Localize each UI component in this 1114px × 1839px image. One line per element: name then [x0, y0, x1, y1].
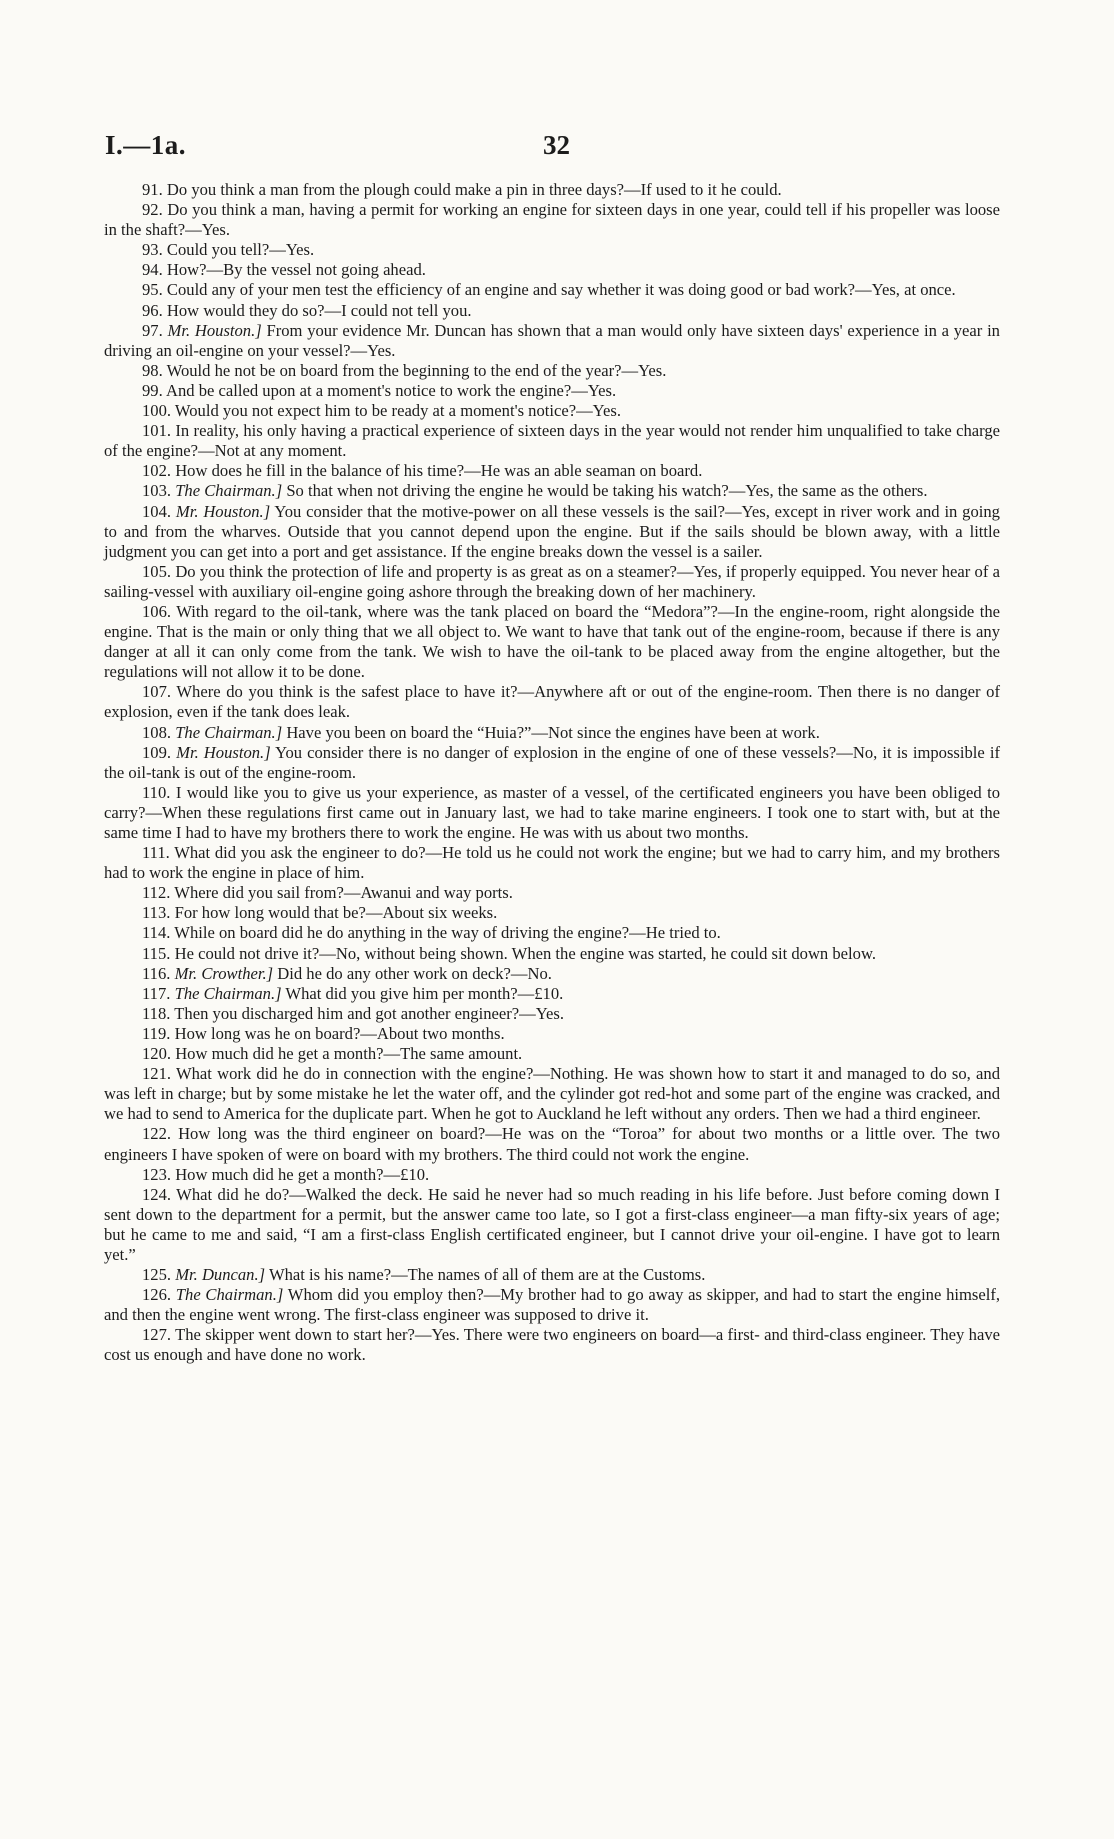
speaker-name: The Chairman.]	[174, 983, 282, 1003]
question-text: Do you think a man, having a permit for working an engine for sixteen days in one year, could tell if his propeller was loose in the shaft?—Yes.	[104, 200, 1000, 240]
question-number: 125.	[142, 1265, 172, 1285]
question-text: Would you not expect him to be ready at a moment's notice?—Yes.	[174, 401, 621, 421]
question-paragraph	[104, 1124, 1000, 1164]
question-number: 100.	[142, 401, 172, 421]
question-number: 91.	[142, 180, 163, 199]
question-number: 95.	[142, 280, 163, 300]
question-text: He could not drive it?—No, without being shown. When the engine was started, he could sit down below.	[174, 943, 877, 963]
question-number: 124.	[142, 1184, 172, 1204]
question-number: 92.	[142, 200, 163, 220]
question-paragraph	[104, 1044, 1000, 1064]
question-number: 93.	[142, 240, 163, 260]
speaker-name: Mr. Houston.]	[175, 501, 271, 521]
question-text: Could any of your men test the efficiency of an engine and say whether it was doing good or bad work?—Yes, at once.	[166, 280, 956, 300]
question-number: 116.	[142, 963, 171, 983]
question-text: The skipper went down to start her?—Yes. There were two engineers on board—a first- and third-class engineer. They have cost us enough and have done no work.	[104, 1325, 1001, 1365]
question-paragraph	[104, 602, 1000, 682]
speaker-name: The Chairman.]	[175, 722, 283, 742]
question-text: Do you think a man from the plough could make a pin in three days?—If used to it he could.	[166, 180, 782, 199]
question-paragraph	[104, 381, 1000, 401]
question-text: How?—By the vessel not going ahead.	[166, 260, 426, 280]
question-paragraph	[104, 260, 1000, 280]
question-number: 98.	[142, 360, 163, 380]
speaker-name: Mr. Houston.]	[176, 742, 271, 762]
question-text: From your evidence Mr. Duncan has shown that a man would only have sixteen days' experience in a year in driving an oil-engine on your vessel?—Yes.	[104, 320, 1000, 360]
question-number: 111.	[142, 843, 170, 863]
question-paragraph	[104, 923, 1000, 943]
question-number: 101.	[142, 421, 172, 441]
speaker-name: Mr. Houston.]	[167, 320, 262, 340]
question-text: How much did he get a month?—£10.	[175, 1164, 430, 1184]
speaker-name: Mr. Crowther.]	[174, 963, 274, 983]
question-number: 112.	[142, 883, 171, 903]
page-number: 32	[543, 130, 570, 160]
question-number: 105.	[142, 561, 172, 581]
question-paragraph	[104, 883, 1000, 903]
question-text: Do you think the protection of life and property is as great as on a steamer?—Yes, if properly equipped. You never hear of a sailing-vessel with auxiliary oil-engine going ashore through the breaking down of her machinery.	[104, 561, 1001, 601]
speaker-name: Mr. Duncan.]	[175, 1265, 266, 1285]
question-paragraph	[104, 280, 1000, 300]
question-number: 122.	[142, 1124, 172, 1144]
question-text: How long was he on board?—About two months.	[174, 1023, 505, 1043]
question-text: What did you give him per month?—£10.	[285, 983, 564, 1003]
question-text: Then you discharged him and got another engineer?—Yes.	[174, 1003, 565, 1023]
question-paragraph	[104, 200, 1000, 240]
question-paragraph	[104, 783, 1000, 843]
question-number: 118.	[142, 1003, 171, 1023]
question-paragraph	[104, 240, 1000, 260]
question-text: How long was the third engineer on board?—He was on the “Toroa” for about two months or a little over. The two engineers I have spoken of were on board with my brothers. The third could not work the engine.	[104, 1124, 1000, 1164]
question-number: 97.	[142, 320, 163, 340]
speaker-name: The Chairman.]	[175, 481, 283, 501]
question-text: You consider that the motive-power on all these vessels is the sail?—Yes, except in river work and in going to and from the wharves. Outside that you cannot depend upon the engine. But if the sails should be blown away, with a little judgment you can get into a port and get assistance. If the engine breaks down the vessel is a sailer.	[104, 501, 1000, 561]
question-text: Whom did you employ then?—My brother had to go away as skipper, and had to start the engine himself, and then the engine went wrong. The first-class engineer was supposed to drive it.	[104, 1285, 1000, 1325]
question-paragraph	[104, 562, 1000, 602]
question-text: With regard to the oil-tank, where was the tank placed on board the “Medora”?—In the engine-room, right alongside the engine. That is the main or only thing that we all object to. We want to have that tank out of the engine-room, because if there is any danger at all it can only come from the tank. We wish to have the oil-tank to be placed away from the engine altogether, but the regulations will not allow it to be done.	[104, 601, 1000, 682]
question-paragraph	[104, 843, 1000, 883]
question-paragraph	[104, 180, 1000, 200]
question-number: 102.	[142, 461, 172, 481]
question-paragraph	[104, 984, 1000, 1004]
question-paragraph	[104, 1004, 1000, 1024]
question-paragraph	[104, 502, 1000, 562]
question-text: What did he do?—Walked the deck. He said he never had so much reading in his life before. Just before coming down I sent down to the department for a permit, but the answer came too late, so I got a first-class engineer—a man fifty-six years of age; but he came to me and said, “I am a first-class English certificated engineer, but I cannot drive your oil-engine. I have got to learn yet.”	[104, 1184, 1000, 1264]
question-paragraph	[104, 481, 1000, 501]
question-paragraph	[104, 1285, 1000, 1325]
question-paragraph	[104, 421, 1000, 461]
question-text: In reality, his only having a practical experience of sixteen days in the year would not render him unqualified to take charge of the engine?—Not at any moment.	[104, 421, 1000, 461]
question-text: How much did he get a month?—The same amount.	[175, 1044, 523, 1064]
question-text: What did you ask the engineer to do?—He told us he could not work the engine; but we had to carry him, and my brothers had to work the engine in place of him.	[104, 843, 1000, 883]
question-text: I would like you to give us your experience, as master of a vessel, of the certificated engineers you have been obliged to carry?—When these regulations first came out in January last, we had to take marine engineers. I took one to start with, but at the same time I had to have my brothers there to work the engine. He was with us about two months.	[104, 782, 1000, 842]
question-paragraph	[104, 301, 1000, 321]
question-number: 108.	[142, 722, 172, 742]
question-paragraph	[104, 1024, 1000, 1044]
question-text: So that when not driving the engine he would be taking his watch?—Yes, the same as the others.	[286, 481, 928, 501]
question-number: 106.	[142, 601, 172, 621]
question-text: How does he fill in the balance of his time?—He was an able seaman on board.	[175, 461, 703, 481]
question-text: Would he not be on board from the beginning to the end of the year?—Yes.	[166, 360, 667, 380]
question-text: You consider there is no danger of explosion in the engine of one of these vessels?—No, it is impossible if the oil-tank is out of the engine-room.	[104, 742, 1000, 782]
question-paragraph	[104, 743, 1000, 783]
question-text: What work did he do in connection with the engine?—Nothing. He was shown how to start it and managed to do so, and was left in charge; but by some mistake he let the water off, and the cylinder got red-hot and some part of the engine was cracked, and we had to send to America for the duplicate part. When he got to Auckland he left without any orders. Then we had a third engineer.	[104, 1064, 1000, 1124]
question-paragraph	[104, 1265, 1000, 1285]
question-number: 113.	[142, 903, 171, 923]
question-paragraph	[104, 682, 1000, 722]
question-paragraph	[104, 944, 1000, 964]
question-paragraph	[104, 903, 1000, 923]
question-paragraph	[104, 964, 1000, 984]
question-number: 126.	[142, 1285, 172, 1305]
question-paragraph	[104, 1185, 1000, 1265]
question-text: Could you tell?—Yes.	[166, 240, 315, 260]
question-number: 121.	[142, 1064, 172, 1084]
question-paragraph	[104, 1165, 1000, 1185]
question-text: How would they do so?—I could not tell you.	[166, 300, 472, 320]
question-number: 109.	[142, 742, 172, 762]
question-number: 123.	[142, 1164, 172, 1184]
question-text: Where do you think is the safest place to have it?—Anywhere aft or out of the engine-room. Then there is no danger of explosion, even if the tank does leak.	[104, 682, 1000, 722]
question-paragraph	[104, 1064, 1000, 1124]
question-number: 120.	[142, 1044, 172, 1064]
question-number: 104.	[142, 501, 172, 521]
question-paragraph	[104, 723, 1000, 743]
question-paragraph	[104, 321, 1000, 361]
question-number: 114.	[142, 923, 171, 943]
question-number: 119.	[142, 1023, 171, 1043]
question-text: Have you been on board the “Huia?”—Not since the engines have been at work.	[286, 722, 820, 742]
question-number: 94.	[142, 260, 163, 280]
question-text: And be called upon at a moment's notice to work the engine?—Yes.	[165, 380, 617, 400]
question-text: While on board did he do anything in the way of driving the engine?—He tried to.	[174, 923, 721, 943]
question-number: 103.	[142, 481, 172, 501]
question-text: Did he do any other work on deck?—No.	[277, 963, 552, 983]
question-text: What is his name?—The names of all of them are at the Customs.	[268, 1265, 706, 1285]
question-number: 117.	[142, 983, 171, 1003]
question-number: 99.	[142, 380, 163, 400]
document-id: I.—1a.	[105, 130, 187, 160]
question-text: Where did you sail from?—Awanui and way ports.	[174, 883, 513, 903]
question-number: 107.	[142, 682, 172, 702]
evidence-body	[104, 180, 1000, 1366]
question-number: 115.	[142, 943, 171, 963]
question-text: For how long would that be?—About six weeks.	[174, 903, 498, 923]
question-paragraph	[104, 361, 1000, 381]
question-paragraph	[104, 461, 1000, 481]
speaker-name: The Chairman.]	[175, 1285, 284, 1305]
question-paragraph	[104, 1325, 1000, 1365]
page-header	[105, 130, 1015, 162]
question-number: 96.	[142, 300, 163, 320]
question-paragraph	[104, 401, 1000, 421]
question-number: 110.	[142, 782, 171, 802]
question-number: 127.	[142, 1325, 172, 1345]
